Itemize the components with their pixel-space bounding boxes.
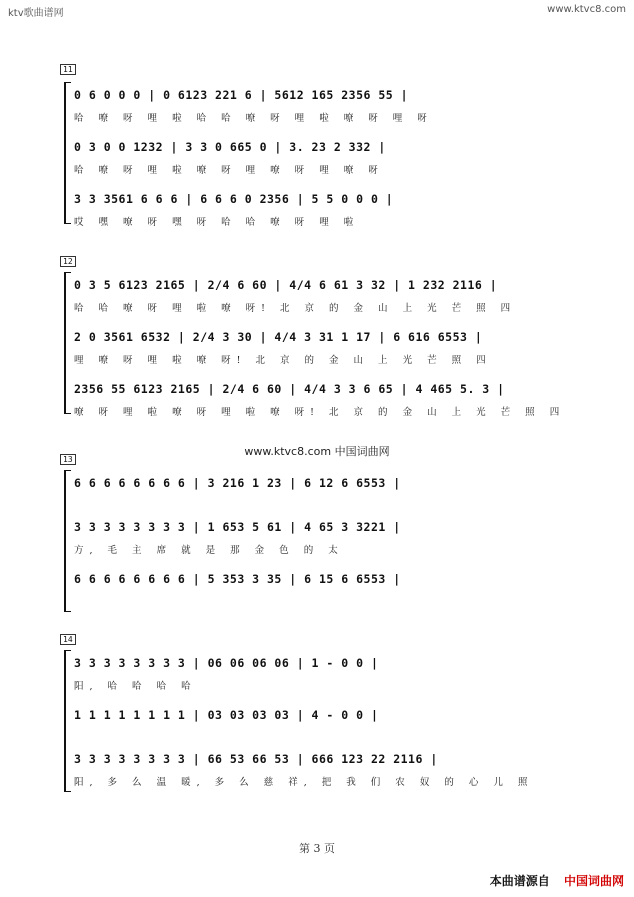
footer-source-label: 本曲谱源自 (489, 874, 550, 888)
voice-part-3: 6 6 6 6 6 6 6 6 | 5 353 3 35 | 6 15 6 6553 | (74, 572, 401, 586)
voice-part-1: 6 6 6 6 6 6 6 6 | 3 216 1 23 | 6 12 6 6553 | (74, 476, 401, 490)
lyric-part-1 (74, 498, 580, 510)
site-header-left: ktv歌曲谱网 (8, 8, 64, 19)
voice-part-2: 2 0 3561 6532 | 2/4 3 30 | 4/4 3 31 1 17 | 6 616 6553 | (74, 330, 483, 344)
system-number: 11 (60, 64, 76, 75)
lyric-part-3 (74, 594, 580, 606)
footer-credit (490, 872, 624, 889)
score-system-11 (60, 65, 580, 228)
voice-part-1: 0 3 5 6123 2165 | 2/4 6 60 | 4/4 6 61 3 32 | 1 232 2116 | (74, 278, 498, 292)
voice-part-2: 3 3 3 3 3 3 3 3 | 1 653 5 61 | 4 65 3 3221 | (74, 520, 401, 534)
voice-part-3: 2356 55 6123 2165 | 2/4 6 60 | 4/4 3 3 6 65 | 4 465 5. 3 | (74, 382, 505, 396)
system-number: 12 (60, 256, 76, 267)
system-brace (64, 650, 71, 792)
system-brace (64, 272, 71, 414)
voice-part-2: 0 3 0 0 1232 | 3 3 0 665 0 | 3. 23 2 332 | (74, 140, 386, 154)
voice-part-3: 3 3 3561 6 6 6 | 6 6 6 0 2356 | 5 5 0 0 0 | (74, 192, 394, 206)
lyric-part-1: 哈 嘹 呀 哩 啦 哈 哈 嘹 呀 哩 啦 嘹 呀 哩 呀 (74, 113, 433, 124)
score-system-12 (60, 257, 580, 420)
system-brace (64, 470, 71, 612)
lyric-part-2: 哈 嘹 呀 哩 啦 嘹 呀 哩 嘹 呀 哩 嘹 呀 (74, 165, 384, 176)
site-watermark-caption: www.ktvc8.com 中国词曲网 (244, 445, 390, 458)
lyric-part-1: 阳, 哈 哈 哈 哈 (74, 681, 197, 692)
voice-part-2: 1 1 1 1 1 1 1 1 | 03 03 03 03 | 4 - 0 0 | (74, 708, 379, 722)
system-brace (64, 82, 71, 224)
page-number: 第 3 页 (299, 842, 335, 855)
lyric-part-3: 嘹 呀 哩 啦 嘹 呀 哩 啦 嘹 呀! 北 京 的 金 山 上 光 芒 照 四 (74, 407, 566, 418)
score-system-14 (60, 635, 580, 798)
site-header-right: www.ktvc8.com (547, 4, 626, 15)
lyric-part-3: 哎 嘿 嘹 呀 嘿 呀 哈 哈 嘹 呀 哩 啦 (74, 217, 360, 228)
lyric-part-1: 哈 哈 嘹 呀 哩 啦 嘹 呀! 北 京 的 金 山 上 光 芒 照 四 (74, 303, 517, 314)
voice-part-1: 0 6 0 0 0 | 0 6123 221 6 | 5612 165 2356 55 | (74, 88, 409, 102)
voice-part-1: 3 3 3 3 3 3 3 3 | 06 06 06 06 | 1 - 0 0 | (74, 656, 379, 670)
lyric-part-3: 阳, 多 么 温 暖, 多 么 慈 祥, 把 我 们 农 奴 的 心 儿 照 (74, 777, 534, 788)
footer-site-name: 中国词曲网 (563, 874, 624, 888)
lyric-part-2 (74, 730, 580, 742)
score-system-13 (60, 455, 580, 618)
lyric-part-2: 哩 嘹 呀 哩 啦 嘹 呀! 北 京 的 金 山 上 光 芒 照 四 (74, 355, 492, 366)
lyric-part-2: 方, 毛 主 席 就 是 那 金 色 的 太 (74, 545, 344, 556)
system-number: 14 (60, 634, 76, 645)
system-number: 13 (60, 454, 76, 465)
voice-part-3: 3 3 3 3 3 3 3 3 | 66 53 66 53 | 666 123 22 2116 | (74, 752, 438, 766)
